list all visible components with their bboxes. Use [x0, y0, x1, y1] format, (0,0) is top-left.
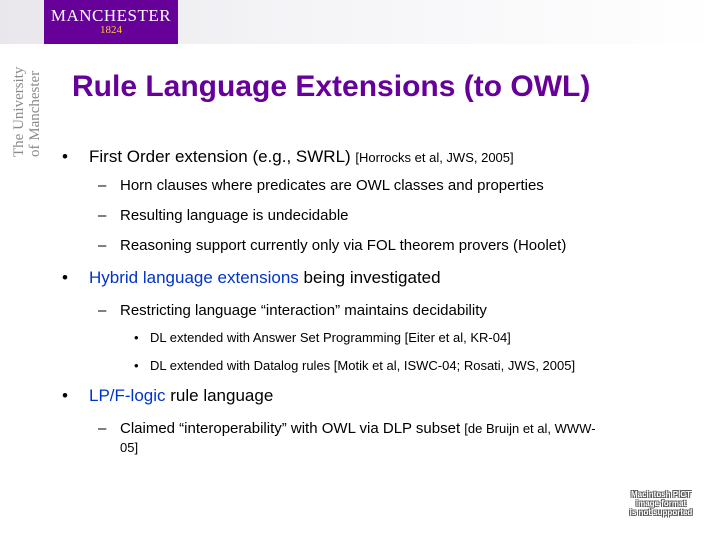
logo-year: 1824 — [100, 24, 122, 36]
university-logo — [44, 0, 178, 44]
sub-bullet-interoperability-text: Claimed “interoperability” with OWL via DLP subset — [120, 420, 465, 437]
side-text-line2: of Manchester — [27, 70, 43, 157]
logo-name: MANCHESTER — [50, 6, 172, 25]
slide-title: Rule Language Extensions (to OWL) — [72, 70, 591, 103]
dash-marker: – — [98, 302, 107, 319]
sub-bullet-restricting: Restricting language “interaction” maintains decidability — [120, 302, 487, 319]
sub-sub-bullet-asp: DL extended with Answer Set Programming [Eiter et al, KR-04] — [150, 330, 511, 345]
bullet-lp-flogic-text: rule language — [165, 386, 274, 405]
dot-marker: • — [134, 330, 139, 345]
dash-marker: – — [98, 420, 107, 437]
dash-marker: – — [98, 237, 107, 254]
sub-bullet-horn-clauses: Horn clauses where predicates are OWL classes and properties — [120, 177, 544, 194]
sub-bullet-interoperability — [120, 420, 596, 437]
sub-bullet-undecidable: Resulting language is undecidable — [120, 207, 349, 224]
dot-marker: • — [134, 358, 139, 373]
sub-bullet-reasoning-support: Reasoning support currently only via FOL theorem provers (Hoolet) — [120, 237, 567, 254]
sub-sub-bullet-datalog: DL extended with Datalog rules [Motik et al, ISWC-04; Rosati, JWS, 2005] — [150, 358, 576, 373]
sub-bullet-interoperability-ref-cont: 05] — [120, 440, 139, 455]
bullet-hybrid-highlight: Hybrid language extensions — [89, 268, 299, 287]
bullet-marker: • — [62, 268, 68, 287]
bullet-lp-flogic — [89, 386, 273, 406]
dash-marker: – — [98, 177, 107, 194]
bullet-lp-flogic-highlight: LP/F-logic — [89, 386, 166, 405]
university-side-text — [6, 44, 46, 159]
bullet-swrl-ref: [Horrocks et al, JWS, 2005] — [355, 150, 514, 165]
image-unsupported-note — [612, 490, 710, 517]
bullet-swrl — [89, 147, 514, 167]
pict-note-line2: image format — [635, 499, 687, 508]
bullet-marker: • — [62, 147, 68, 166]
sub-bullet-interoperability-ref: [de Bruijn et al, WWW- — [464, 421, 596, 436]
pict-note-line1: Macintosh PICT — [630, 490, 691, 499]
pict-note-line3: is not supported — [629, 508, 693, 517]
bullet-hybrid — [89, 268, 441, 288]
bullet-marker: • — [62, 386, 68, 405]
bullet-swrl-text: First Order extension (e.g., SWRL) — [89, 147, 356, 166]
bullet-hybrid-text: being investigated — [298, 268, 441, 287]
dash-marker: – — [98, 207, 107, 224]
side-text-line1: The University — [11, 66, 27, 157]
